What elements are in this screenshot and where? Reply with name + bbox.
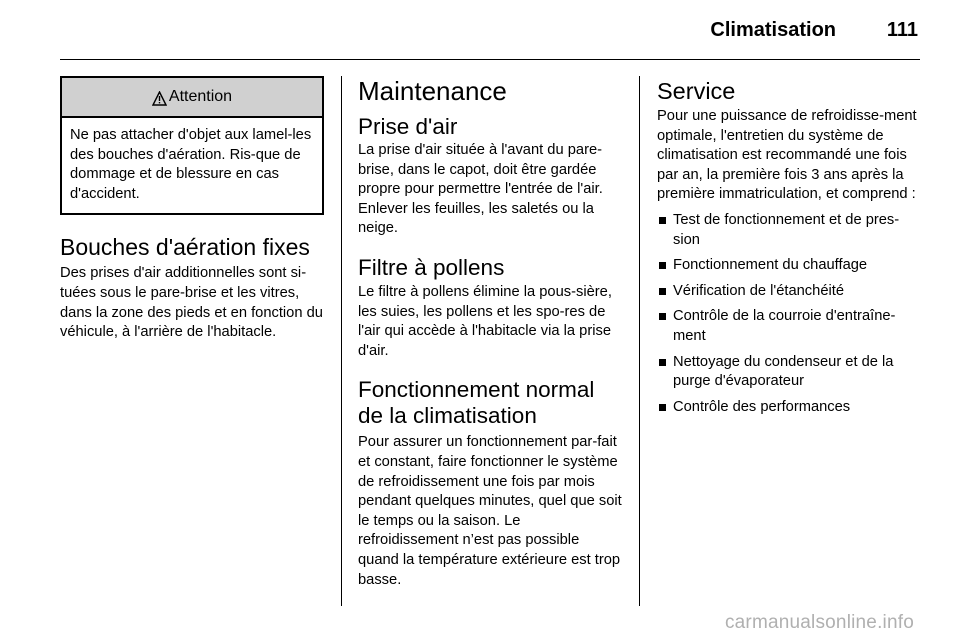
service-heading: Service — [657, 78, 736, 104]
pollen-filter-text: Le filtre à pollens élimine la pous-sière, les suies, les pollens et les spo-res de l'air qui accède à l'habitacle via la prise d'air. — [358, 283, 612, 359]
page-header — [60, 0, 920, 60]
bullet-square-icon — [659, 313, 666, 320]
service-text: Pour une puissance de refroidisse-ment optimale, l'entretien du système de climatisation est recommandé une fois par an, la première fois 3 ans après la première immatriculation, et comprend : — [657, 108, 917, 203]
fixed-vents-heading: Bouches d'aération fixes — [60, 234, 310, 261]
list-item: Fonctionnement du chauffage — [657, 256, 921, 276]
bullet-square-icon — [659, 404, 666, 411]
list-item: Contrôle des performances — [657, 398, 921, 418]
warning-title: Attention — [168, 88, 233, 105]
column-middle — [358, 76, 622, 590]
pollen-filter-heading: Filtre à pollens — [358, 254, 505, 280]
air-intake-text: La prise d'air située à l'avant du pare-brise, dans le capot, doit être gardée propre pour permettre l'entrée de l'air. Enlever les feuilles, les saletés ou la neige. — [358, 142, 603, 237]
maintenance-heading: Maintenance — [358, 76, 507, 106]
bullet-square-icon — [659, 359, 666, 366]
warning-box — [60, 76, 324, 215]
normal-operation-heading: Fonctionnement normal de la climatisation — [358, 377, 595, 429]
list-item: Vérification de l'étanchéité — [657, 282, 921, 302]
bullet-square-icon — [659, 262, 666, 269]
list-item: Test de fonctionnement et de pres-sion — [657, 211, 921, 250]
list-item: Nettoyage du condenseur et de la purge d'évaporateur — [657, 353, 921, 392]
warning-triangle-icon — [152, 91, 167, 106]
warning-text: Ne pas attacher d'objet aux lamel-les des bouches d'aération. Ris-que de dommage et de blessure en cas d'accident. — [70, 127, 312, 202]
bullet-square-icon — [659, 288, 666, 295]
column-right — [657, 76, 921, 423]
service-list — [657, 211, 921, 417]
warning-header — [62, 78, 322, 118]
bullet-square-icon — [659, 217, 666, 224]
page-title: Climatisation — [710, 19, 836, 41]
column-divider-right — [639, 76, 640, 606]
normal-operation-text: Pour assurer un fonctionnement par-fait et constant, faire fonctionner le système de refroidissement une fois par mois pendant quelques minutes, quel que soit le temps ou la saison. Le refroidissement n’est pas possible quand la température extérieure est trop basse. — [358, 434, 622, 588]
fixed-vents-text: Des prises d'air additionnelles sont si-tuées sous le pare-brise et les vitres, dans la zone des pieds et en fonction du véhicule, à l'arrière de l'habitacle. — [60, 265, 323, 341]
air-intake-heading: Prise d'air — [358, 114, 458, 139]
watermark: carmanualsonline.info — [724, 612, 914, 633]
column-left — [60, 76, 324, 343]
header-rule — [60, 59, 920, 60]
column-divider-left — [341, 76, 342, 606]
list-item: Contrôle de la courroie d'entraîne-ment — [657, 307, 921, 346]
page-number: 111 — [886, 19, 918, 41]
